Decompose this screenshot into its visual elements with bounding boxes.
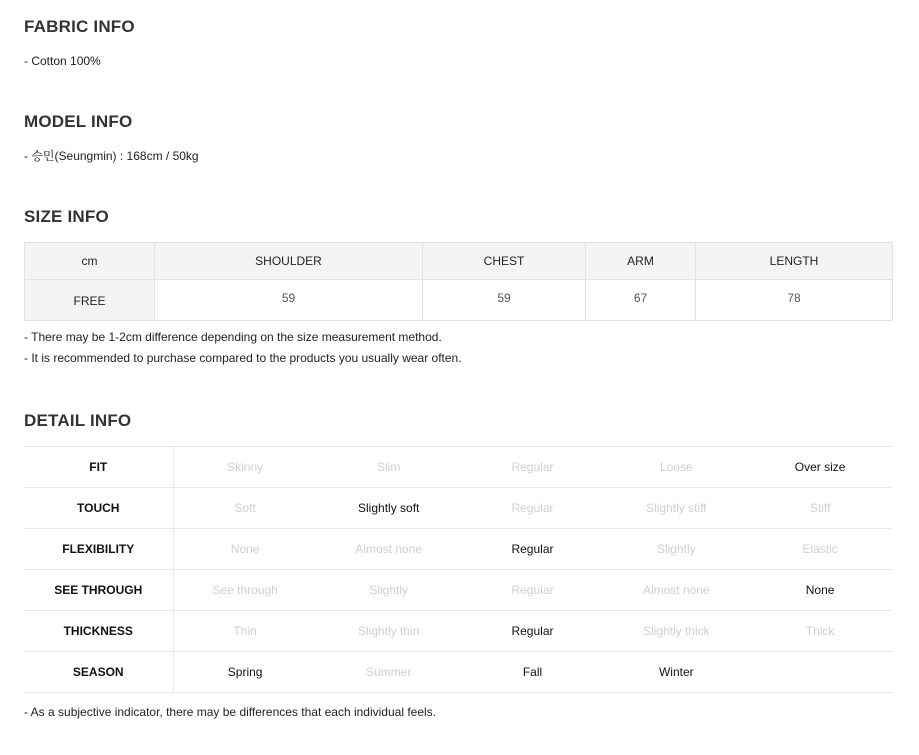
detail-option: Regular	[511, 501, 554, 515]
detail-info-title: DETAIL INFO	[24, 411, 132, 430]
size-cell-shoulder: 59	[155, 280, 423, 321]
size-table-header-row	[25, 243, 893, 280]
model-info-text: - 승민(Seungmin) : 168cm / 50kg	[24, 149, 199, 163]
size-row-label: FREE	[25, 280, 155, 321]
detail-row	[24, 570, 892, 611]
detail-option: Regular	[511, 460, 554, 474]
detail-row-label: TOUCH	[24, 488, 173, 529]
detail-option: None	[805, 583, 835, 597]
size-header-arm: ARM	[586, 243, 696, 280]
detail-option: Slightly soft	[358, 501, 420, 515]
detail-option: None	[230, 542, 260, 556]
detail-row	[24, 447, 892, 488]
fabric-info-title: FABRIC INFO	[24, 17, 135, 36]
detail-option	[748, 652, 892, 693]
detail-option: Spring	[227, 665, 263, 679]
detail-row	[24, 652, 892, 693]
detail-option: Summer	[366, 665, 412, 679]
detail-option: Stiff	[809, 501, 831, 515]
detail-option: Soft	[234, 501, 256, 515]
fabric-info-text: - Cotton 100%	[24, 54, 101, 68]
detail-option: Regular	[511, 624, 554, 638]
detail-option: Slightly	[369, 583, 409, 597]
size-header-chest: CHEST	[423, 243, 586, 280]
detail-option: Almost none	[642, 583, 710, 597]
size-cell-chest: 59	[423, 280, 586, 321]
detail-option: Elastic	[802, 542, 838, 556]
detail-option: Thin	[233, 624, 257, 638]
detail-row-label: SEE THROUGH	[24, 570, 173, 611]
detail-table	[24, 446, 892, 693]
detail-option: Slightly	[656, 542, 696, 556]
size-header-shoulder: SHOULDER	[155, 243, 423, 280]
size-cell-arm: 67	[586, 280, 696, 321]
detail-row	[24, 529, 892, 570]
detail-row	[24, 488, 892, 529]
size-header-unit: cm	[25, 243, 155, 280]
detail-option: Winter	[658, 665, 694, 679]
detail-option: Slightly thick	[642, 624, 710, 638]
detail-row-label: FLEXIBILITY	[24, 529, 173, 570]
model-info-title: MODEL INFO	[24, 112, 133, 131]
detail-option: Fall	[522, 665, 543, 679]
detail-row	[24, 611, 892, 652]
detail-option: Regular	[511, 583, 554, 597]
detail-option: Thick	[805, 624, 835, 638]
size-table	[24, 242, 893, 321]
detail-option: Skinny	[227, 460, 264, 474]
size-header-length: LENGTH	[696, 243, 893, 280]
detail-option: Slim	[377, 460, 401, 474]
detail-note: - As a subjective indicator, there may be differences that each individual feels.	[24, 705, 437, 719]
detail-option: Over size	[794, 460, 846, 474]
detail-row-label: SEASON	[24, 652, 173, 693]
size-info-title: SIZE INFO	[24, 207, 109, 226]
detail-option: Loose	[659, 460, 693, 474]
size-note-1: - There may be 1-2cm difference depending on the size measurement method.	[24, 330, 442, 344]
detail-option: Almost none	[355, 542, 423, 556]
detail-option: Regular	[511, 542, 554, 556]
detail-option: See through	[212, 583, 278, 597]
size-cell-length: 78	[696, 280, 893, 321]
size-table-row	[25, 280, 893, 321]
detail-option: Slightly stiff	[646, 501, 707, 515]
detail-row-label: THICKNESS	[24, 611, 173, 652]
detail-row-label: FIT	[24, 447, 173, 488]
size-note-2: - It is recommended to purchase compared to the products you usually wear often.	[24, 351, 462, 365]
detail-option: Slightly thin	[358, 624, 420, 638]
